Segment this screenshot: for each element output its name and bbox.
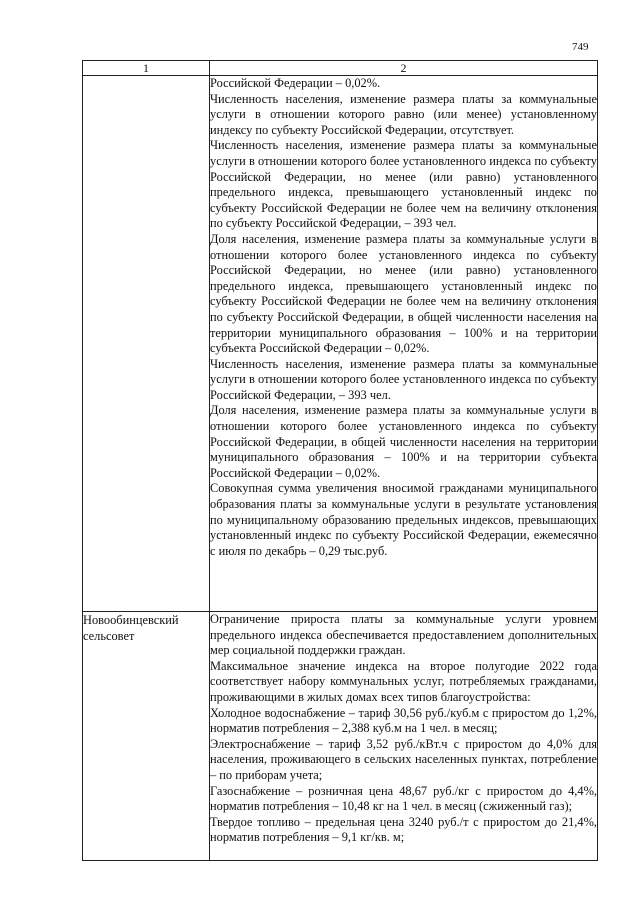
column-header-1: 1 bbox=[83, 61, 210, 76]
table-header-row bbox=[83, 61, 598, 76]
table-row bbox=[83, 76, 598, 612]
description-cell bbox=[210, 76, 598, 612]
document-table bbox=[82, 60, 598, 861]
municipality-cell bbox=[83, 76, 210, 612]
column-header-2: 2 bbox=[210, 61, 598, 76]
paragraph: Холодное водоснабжение – тариф 30,56 руб./куб.м с приростом до 1,2%, норматив потребления – 2,388 куб.м на 1 чел. в месяц; bbox=[210, 705, 597, 736]
page-number: 749 bbox=[572, 41, 589, 53]
table-row bbox=[83, 612, 598, 861]
paragraph: Электроснабжение – тариф 3,52 руб./кВт.ч с приростом до 4,0% для населения, проживающего в сельских населенных пунктах, потребление – по приборам учета; bbox=[210, 736, 597, 782]
paragraph: Совокупная сумма увеличения вносимой гражданами муниципального образования платы за коммунальные услуги в результате установления по муниципальному образованию предельных индексов, превышающих установленный индекс по субъекту Российской Федерации, ежемесячно с июля по декабрь – 0,29 тыс.руб. bbox=[210, 481, 597, 558]
paragraph: Численность населения, изменение размера платы за коммунальные услуги в отношении которого более установленного индекса по субъекту Российской Федерации, но менее (или равно) установленного предельного индекса, превышающего установленный индекс по субъекту Российской Федерации не более чем на величину отклонения по субъекту Российской Федерации, – 393 чел. bbox=[210, 138, 597, 231]
paragraph: Российской Федерации – 0,02%. bbox=[210, 76, 381, 90]
paragraph: Численность населения, изменение размера платы за коммунальные услуги в отношении которого равно (или менее) установленному индексу по субъекту Российской Федерации, отсутствует. bbox=[210, 91, 597, 137]
paragraph: Доля населения, изменение размера платы за коммунальные услуги в отношении которого более установленного индекса по субъекту Российской Федерации, но менее (или равно) установленного предельного индекса, превышающего установленный индекс по субъекту Российской Федерации не более чем на величину отклонения по субъекту Российской Федерации, в общей численности населения на территории муниципального образования – 100% и на территории субъекта Российской Федерации – 0,02%. bbox=[210, 231, 597, 356]
paragraph: Доля населения, изменение размера платы за коммунальные услуги в отношении которого более установленного индекса по субъекту Российской Федерации, в общей численности населения на территории муниципального образования – 100% и на территории субъекта Российской Федерации – 0,02%. bbox=[210, 403, 597, 480]
paragraph: Газоснабжение – розничная цена 48,67 руб./кг с приростом до 4,4%, норматив потребления – 10,48 кг на 1 чел. в месяц (сжиженный газ); bbox=[210, 783, 597, 814]
paragraph: Численность населения, изменение размера платы за коммунальные услуги в отношении которого более установленного индекса по субъекту Российской Федерации, – 393 чел. bbox=[210, 356, 597, 402]
paragraph: Ограничение прироста платы за коммунальные услуги уровнем предельного индекса обеспечивается предоставлением дополнительных мер социальной поддержки граждан. bbox=[210, 612, 597, 658]
paragraph: Максимальное значение индекса на второе полугодие 2022 года соответствует набору коммунальных услуг, потребляемых гражданами, проживающими в жилых домах всех типов благоустройства: bbox=[210, 658, 597, 704]
paragraph: Твердое топливо – предельная цена 3240 руб./т с приростом до 21,4%, норматив потребления – 9,1 кг/кв. м; bbox=[210, 814, 597, 845]
municipality-cell: Новообинцевский сельсовет bbox=[83, 612, 210, 861]
description-cell bbox=[210, 612, 598, 861]
